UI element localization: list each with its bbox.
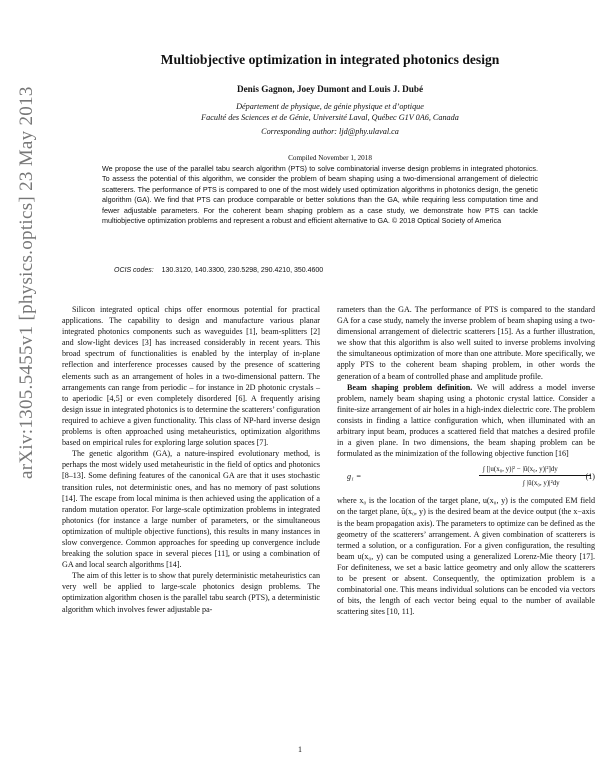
abstract [102,164,538,226]
section-body: We will address a model inverse problem, namely beam shaping using a photonic crystal lattice. Consider a finite-size arrangement of air holes in a high-index dielectric core. The problem consists in finding a lattice configuration which, when illuminated with an arbitrary input beam, produces a scattered field that matches a desired profile in a given plane. In two dimensions, the beam shaping problem can be formulated as the minimization of the following objective function [16] [337,382,595,459]
equation-1 [337,462,595,492]
compiled-date: Compiled November 1, 2018 [288,154,372,162]
equation-denominator: ∫ |ū(x₀, y)|²dy [523,479,560,488]
equation-explanation: where x₀ is the location of the target plane, u(x₀, y) is the computed EM field on the target plane, ū(x₀, y) is the desired beam at the device output (the x−axis is the beam propagation axis). The parameters to optimize can be defined as the geometry of the scatterers’ arrangement. A given combination of scatterers is termed a solution, or a configuration. For a given configuration, the resulting beam u(x₀, y) can be computed using a generalized Lorenz-Mie theory [17]. For definiteness, we set a basic lattice geometry and only allow the scatterers to be present or absent. Consequently, the optimization problem is a combinatorial one. This means individual solutions can be encoded via vectors of bits, the length of each vector being equal to the number of available scattering sites [10, 11]. [337,496,595,617]
equation-number: (1) [585,472,595,482]
arxiv-sidebar-stamp: arXiv:1305.5455v1 [physics.optics] 23 May 2013 [16,86,37,479]
equation-lhs: g₁ = [347,472,362,482]
fraction-bar [479,475,591,476]
section-paragraph [337,382,595,460]
affiliation-faculty: Faculté des Sciences et de Génie, Université Laval, Québec G1V 0A6, Canada [201,113,459,122]
left-column [62,304,320,615]
author-list: Denis Gagnon, Joey Dumont and Louis J. Dubé [236,84,424,94]
intro-paragraph-continued: rameters than the GA. The performance of PTS is compared to the standard GA for a case study, namely the inverse problem of beam shaping using a two-dimensional arrangement of dielectric scatterers [15]. As a further illustration, we show that this algorithm is also well suited to inverse problems involving the simultaneous optimization of more than one attribute. More specifically, we apply PTS to the coherent beam shaping problem, in other words the generation of a beam of controlled phase and amplitude profile. [337,305,595,381]
intro-paragraph-3: The aim of this letter is to show that purely deterministic metaheuristics can very well be applied to large-scale photonics design problems. The optimization algorithm chosen is the parallel tabu search (PTS), a deterministic algorithm which involves fewer adjustable pa- [62,571,320,614]
intro-paragraph-2: The genetic algorithm (GA), a nature-inspired evolutionary method, is perhaps the most widely used metaheuristic in the field of optics and photonics [8–13]. Some defining features of the canonical GA are that it uses stochastic transition rules, not deterministic ones, and has no memory of past solutions [14]. The escape from local minima is then achieved using the application of a random mutation operator. For large-scale optimization problems in integrated photonics (for instance a large number of parameters, or the simultaneous optimization of multiple objective functions), this results in many instances in slow convergence. Common approaches for speeding up convergence include breaking the solution space in several pieces [11], or using a combination of GA and local search algorithms [14]. [62,449,320,570]
intro-paragraph-1: Silicon integrated optical chips offer enormous potential for practical applications. The capability to design and manufacture various planar integrated photonics components such as waveguides [1], beam-splitters [2] and slow-light devices [3] has increased considerably in recent years. This broad spectrum of functionalities is enabled by the interplay of in-plane reflection and interference processes caused by the presence of scattering elements such as an arrangement of holes in a two-dimensional pattern. The arrangements can range from periodic – for instance in 2D photonic crystals – to aperiodic [4,5] or even completely disordered [6]. A frequently arising design issue in integrated photonics is to determine the scatterers’ configuration required to achieve a given functionality. This class of NP-hard inverse design problems is often approached using metaheuristics, optimization algorithms based on empirical rules for exploring large solution spaces [7]. [62,305,320,448]
paper-title: Multiobjective optimization in integrated photonics design [160,52,500,67]
ocis-label: OCIS codes: [114,267,154,274]
corresponding-author: Corresponding author: ljd@phy.ulaval.ca [261,127,399,136]
right-column [337,304,595,617]
page-number: 1 [298,745,302,754]
equation-numerator: ∫ [|u(x₀, y)|² − |ū(x₀, y)|²]dy [483,465,558,474]
abstract-text: We propose the use of the parallel tabu search algorithm (PTS) to solve combinatorial inverse design problems in integrated photonics. To assess the potential of this algorithm, we consider the problem of beam shaping using a two-dimensional arrangement of dielectric scatterers. The performance of PTS is compared to one of the most widely used optimization algorithms in photonics design, the genetic algorithm (GA). We find that PTS can produce comparable or better solutions than the GA, while requiring less computation time and fewer adjustable parameters. For the coherent beam shaping problem as a case study, we demonstrate how PTS can tackle multiobjective optimization problems and represent a robust and efficient alternative to GA. © 2018 Optical Society of America [102,164,538,226]
ocis-values: 130.3120, 140.3300, 230.5298, 290.4210, 350.4600 [161,267,324,274]
affiliation-department: Département de physique, de génie physique et d’optique [236,102,424,111]
section-heading: Beam shaping problem definition. [347,382,473,392]
ocis-codes [114,267,323,274]
